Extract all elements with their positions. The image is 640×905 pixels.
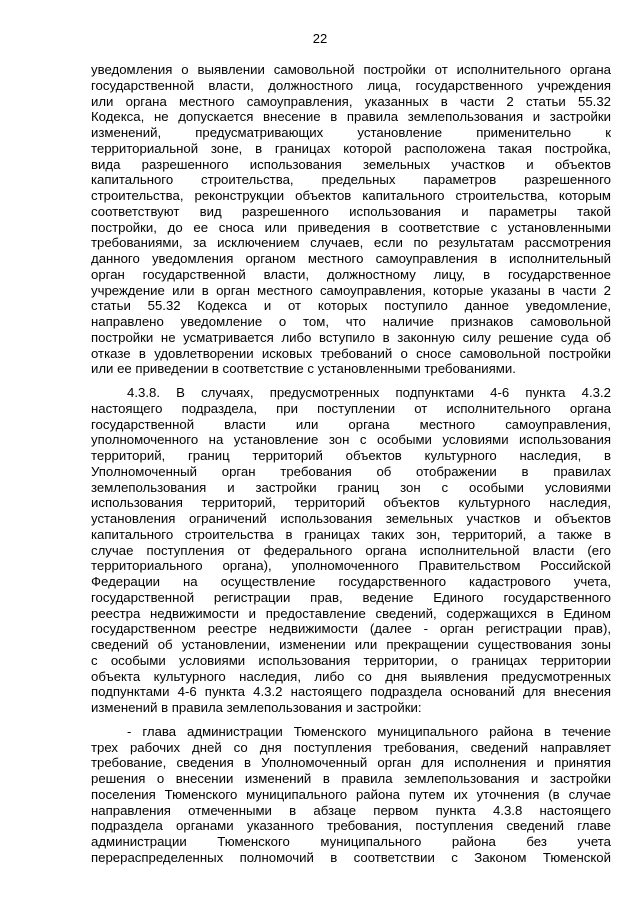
text-line: установления ограничений использования земельных участков и объектов (91, 511, 611, 526)
document-body (91, 62, 611, 866)
text-line: строительства, реконструкции объектов капитального строительства, которым (91, 188, 611, 203)
text-line: реестра недвижимости и предоставление сведений, содержащихся в Едином (91, 605, 611, 621)
text-line: статьи 55.32 Кодекса и от которых поступило данное уведомление, (91, 298, 611, 314)
text-line: постройки, до ее сноса или приведения в соответствие с установленными (91, 219, 611, 235)
text-line: территориальной зоне, в границах которой расположена такая постройка, (91, 140, 611, 156)
text-line: Уполномоченный орган требования об отображении в правилах (91, 463, 611, 479)
text-line: капитального строительства, предельных параметров разрешенного (91, 172, 611, 188)
text-line: Кодекса, не допускается внесение в правила землепользования и застройки (91, 109, 611, 125)
text-line: - глава администрации Тюменского муниципального района в течение (127, 723, 611, 739)
text-line: поселения Тюменского муниципального района путем их уточнения (в случае (91, 786, 611, 802)
text-line: использования территорий, территорий объектов культурного наследия, (91, 495, 611, 511)
paragraph-spacer (91, 716, 611, 724)
text-line: данного уведомления органом местного самоуправления в исполнительный (91, 251, 611, 266)
text-line: государственной власти, должностного лица, государственного учреждения (91, 77, 611, 93)
paragraph-spacer (91, 377, 611, 385)
text-line: подраздела органами указанного требования, поступления сведений главе (91, 818, 611, 834)
text-line: решения о внесении изменений в правила землепользования и застройки (91, 771, 611, 786)
text-line: требованиями, за исключением случаев, если по результатам рассмотрения (91, 235, 611, 251)
text-line: вида разрешенного использования земельных участков и объектов (91, 156, 611, 172)
text-line: случае поступления от федерального органа исполнительной власти (его (91, 542, 611, 558)
text-line: или ее приведении в соответствие с установленными требованиями. (91, 361, 516, 377)
text-line: уполномоченного на установление зон с особыми условиями использования (91, 432, 611, 448)
text-line: трех рабочих дней со дня поступления требования, сведений направляет (91, 739, 611, 755)
text-line: подпунктами 4-6 пункта 4.3.2 настоящего подраздела оснований для внесения (91, 684, 611, 700)
text-line: территорий, границ территорий объектов культурного наследия, в (91, 448, 611, 463)
text-line: настоящего подраздела, при поступлении от исполнительного органа (91, 400, 611, 416)
text-line: государственной регистрации прав, ведение Единого государственного (91, 589, 611, 605)
paragraph-2 (91, 385, 611, 716)
text-line: постройки не усматривается либо вступило в законную силу решение суда об (91, 329, 611, 345)
paragraph-1 (91, 62, 611, 377)
text-line: капитального строительства в границах таких зон, территорий, а также в (91, 526, 611, 542)
text-line: администрации Тюменского муниципального района без учета (91, 834, 611, 849)
text-line: объекта культурного наследия, либо со дня выявления предусмотренных (91, 668, 611, 684)
text-line: уведомления о выявлении самовольной постройки от исполнительного органа (91, 62, 611, 77)
text-line: государственном реестре недвижимости (далее - орган регистрации прав), (91, 621, 611, 637)
text-line: Федерации на осуществление государственного кадастрового учета, (91, 574, 611, 589)
text-line: перераспределенных полномочий в соответствии с Законом Тюменской (91, 849, 611, 865)
text-line: землепользования и застройки границ зон с особыми условиями (91, 479, 611, 495)
text-line: отказе в удовлетворении исковых требований о сносе самовольной постройки (91, 345, 611, 361)
text-line: учреждение или в орган местного самоуправления, которые указаны в части 2 (91, 282, 611, 298)
text-line: государственной власти или органа местного самоуправления, (91, 416, 611, 432)
text-line: направлено уведомление о том, что наличие признаков самовольной (91, 314, 611, 329)
text-line: с особыми условиями использования территории, о границах территории (91, 652, 611, 668)
text-line: изменений в правила землепользования и застройки: (91, 700, 422, 715)
page-number: 22 (312, 31, 328, 46)
paragraph-3 (91, 724, 611, 866)
text-line: или органа местного самоуправления, указанных в части 2 статьи 55.32 (91, 93, 611, 109)
text-line: территориального органа), уполномоченного Правительством Российской (91, 558, 611, 574)
text-line: сведений об установлении, изменении или прекращении существования зоны (91, 637, 611, 652)
text-line: соответствуют вид разрешенного использования и параметры такой (91, 203, 611, 219)
text-line: изменений, предусматривающих установление применительно к (91, 125, 611, 140)
text-line: направления отмеченными в абзаце первом пункта 4.3.8 настоящего (91, 802, 611, 818)
text-line: требование, сведения в Уполномоченный орган для исполнения и принятия (91, 755, 611, 771)
text-line: орган государственной власти, должностному лицу, в государственное (91, 266, 611, 282)
text-line: 4.3.8. В случаях, предусмотренных подпунктами 4-6 пункта 4.3.2 (127, 385, 611, 400)
